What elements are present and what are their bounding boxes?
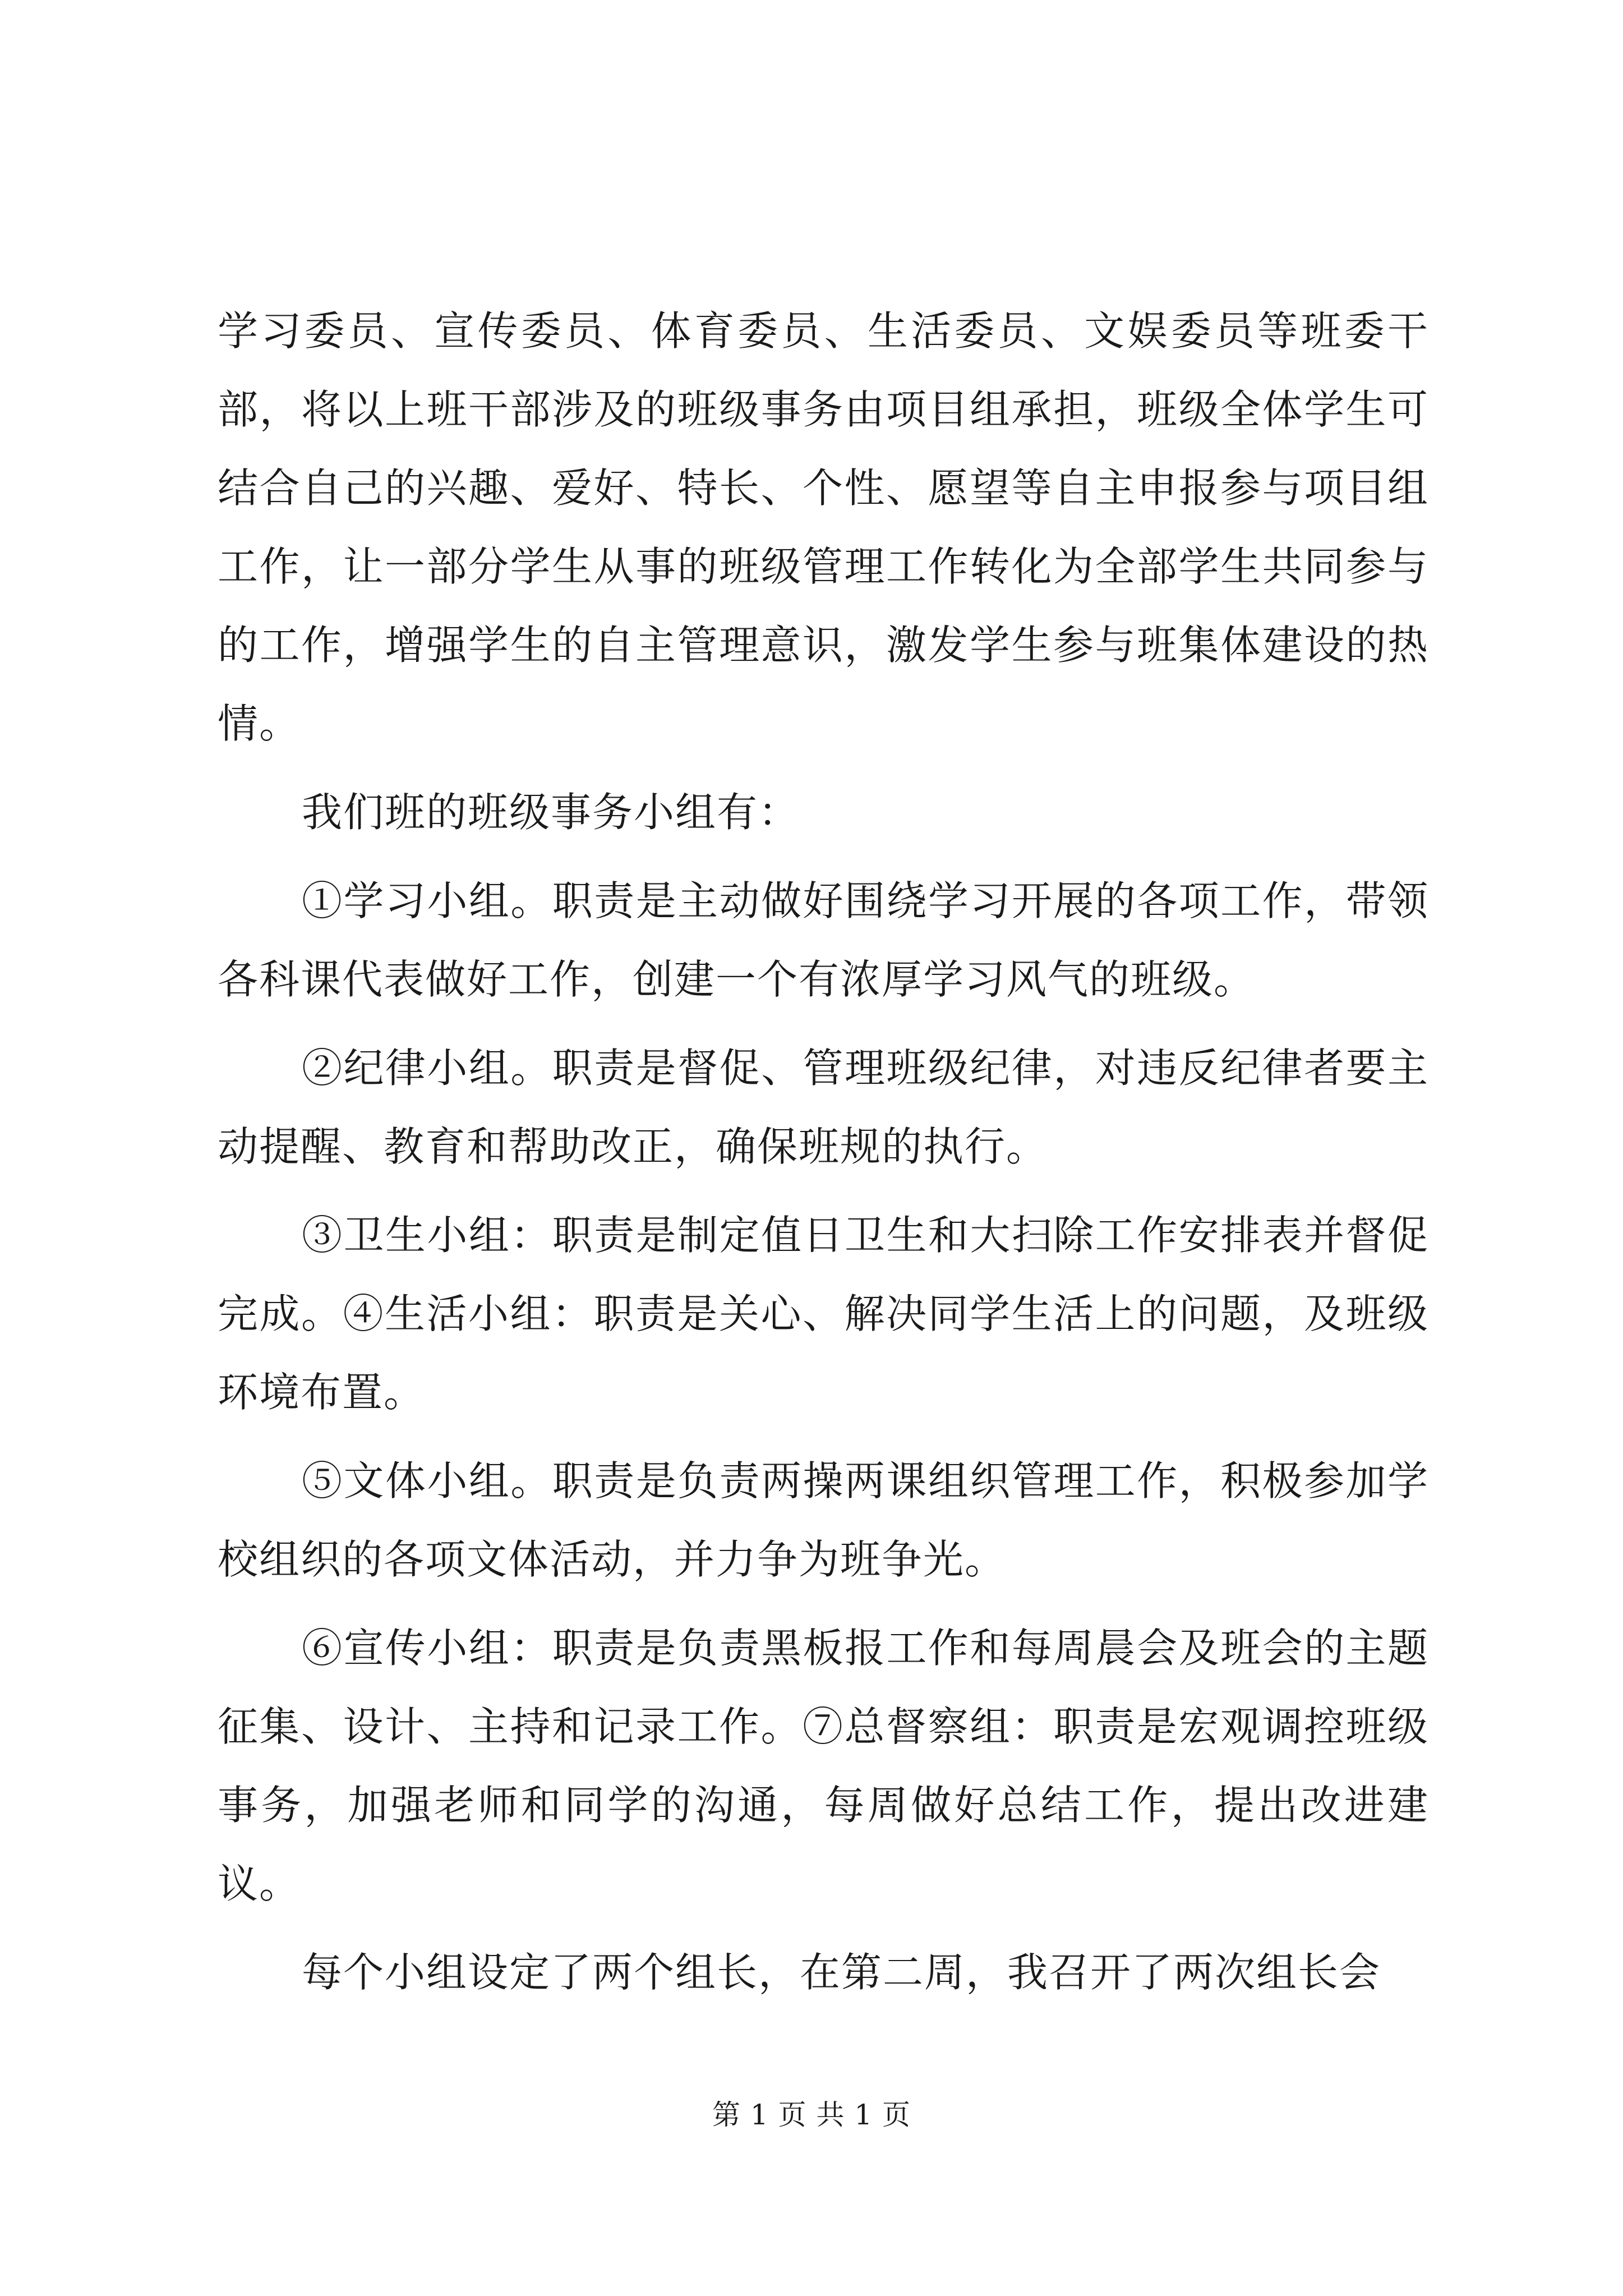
paragraph-publicity-inspection-group: ⑥宣传小组：职责是负责黑板报工作和每周晨会及班会的主题征集、设计、主持和记录工作。⑦总督察组：职责是宏观调控班级事务，加强老师和同学的沟通，每周做好总结工作，提出改进建议。: [218, 1625, 1429, 1907]
paragraph-intro: 我们班的班级事务小组有：: [302, 789, 800, 836]
document-body: [218, 292, 1429, 2012]
paragraph-study-group: ①学习小组。职责是主动做好围绕学习开展的各项工作，带领各科课代表做好工作，创建一个有浓厚学习风气的班级。: [218, 877, 1429, 1003]
paragraph-sports-group: ⑤文体小组。职责是负责两操两课组织管理工作，积极参加学校组织的各项文体活动，并力争为班争光。: [218, 1457, 1429, 1583]
paragraph-hygiene-life-group: ③卫生小组：职责是制定值日卫生和大扫除工作安排表并督促完成。④生活小组：职责是关心、解决同学生活上的问题，及班级环境布置。: [218, 1212, 1429, 1416]
page-footer: 第 1 页 共 1 页: [712, 2099, 911, 2131]
paragraph-continuation: 学习委员、宣传委员、体育委员、生活委员、文娱委员等班委干部，将以上班干部涉及的班级事务由项目组承担，班级全体学生可结合自己的兴趣、爱好、特长、个性、愿望等自主申报参与项目组工作，让一部分学生从事的班级管理工作转化为全部学生共同参与的工作，增强学生的自主管理意识，激发学生参与班集体建设的热情。: [218, 307, 1429, 747]
paragraph-leaders: 每个小组设定了两个组长，在第二周，我召开了两次组长会: [302, 1949, 1381, 1996]
paragraph-discipline-group: ②纪律小组。职责是督促、管理班级纪律，对违反纪律者要主动提醒、教育和帮助改正，确保班规的执行。: [218, 1045, 1429, 1170]
